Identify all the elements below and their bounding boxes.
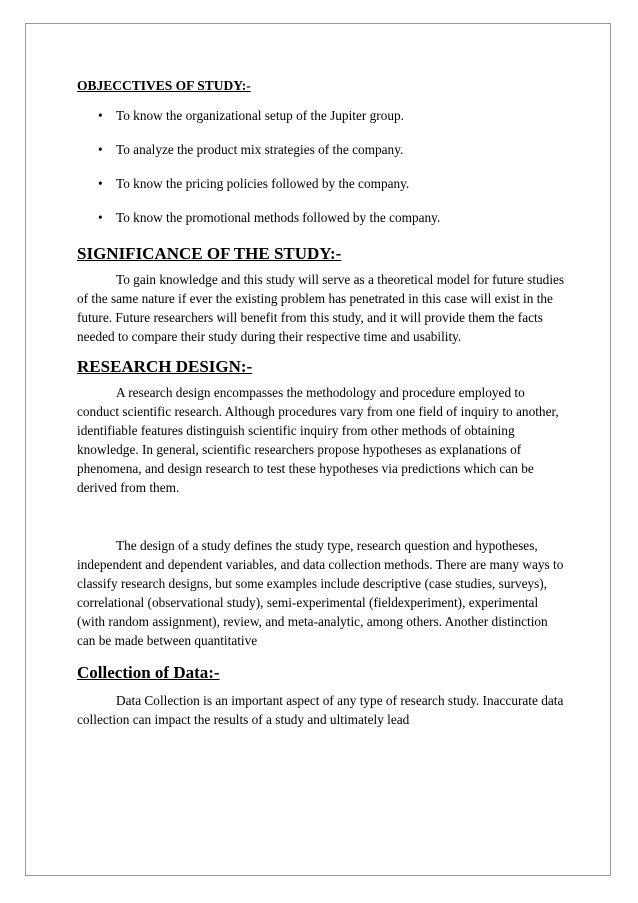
research-design-paragraph-1: A research design encompasses the methodology and procedure employed to conduct scientific research. Although procedures vary from one field of inquiry to another, identifiable features distinguish scientific inquiry from other methods of obtaining knowledge. In general, scientific researchers propose hypotheses as explanations of phenomena, and design research to test these hypotheses via predictions which can be derived from them. [77,385,559,495]
bullet-icon: • [98,142,103,157]
list-item [77,107,567,124]
list-item [77,175,567,192]
collection-paragraph: Data Collection is an important aspect of any type of research study. Inaccurate data collection can impact the results of a study and ultimately lead [77,693,564,727]
collection-heading: Collection of Data:- [77,663,220,682]
objectives-list [77,107,567,226]
list-item-text: To analyze the product mix strategies of the company. [116,142,404,157]
significance-heading: SIGNIFICANCE OF THE STUDY:- [77,244,342,263]
list-item-text: To know the pricing policies followed by the company. [116,176,410,191]
bullet-icon: • [98,176,103,191]
significance-paragraph: To gain knowledge and this study will serve as a theoretical model for future studies of the same nature if ever the existing problem has penetrated in this case will exist in the future. Future researchers will benefit from this study, and it will provide them the facts needed to compare their study during their respective time and usability. [77,272,565,344]
research-design-paragraph-2: The design of a study defines the study type, research question and hypotheses, independent and dependent variables, and data collection methods. There are many ways to classify research designs, but some examples include descriptive (case studies, surveys), correlational (observational study), semi-experimental (fieldexperiment), experimental (with random assignment), review, and meta-analytic, among others. Another distinction can be made between quantitative [77,538,564,648]
list-item [77,141,567,158]
list-item-text: To know the promotional methods followed by the company. [116,210,441,225]
bullet-icon: • [98,108,103,123]
document-body [77,77,567,729]
objectives-heading: OBJECCTIVES OF STUDY:- [77,78,251,93]
list-item-text: To know the organizational setup of the Jupiter group. [116,108,404,123]
list-item [77,209,567,226]
bullet-icon: • [98,210,103,225]
research-design-heading: RESEARCH DESIGN:- [77,357,253,376]
